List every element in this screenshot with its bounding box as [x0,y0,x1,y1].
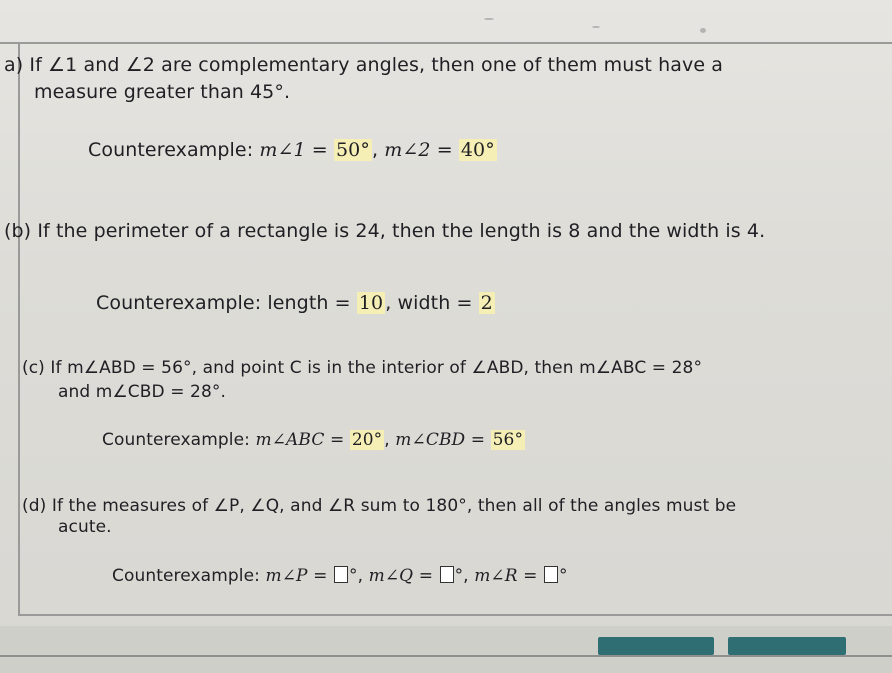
question-a-line1: a) If ∠1 and ∠2 are complementary angles, then one of them must have a [4,54,724,76]
separator: , [385,292,392,314]
counterexample-d [112,566,568,586]
separator: , [384,430,390,450]
teal-button[interactable] [598,637,714,655]
degree-symbol: ° [348,566,358,586]
cbd-expression: m∠CBD = [395,430,486,450]
paper-smudge [484,18,494,20]
question-c-line1: (c) If m∠ABD = 56°, and point C is in the interior of ∠ABD, then m∠ABC = 28° [22,358,703,378]
length-answer[interactable]: 10 [358,292,384,314]
counterexample-label: Counterexample: [112,566,260,586]
counterexample-label: Counterexample: [96,292,262,314]
teal-button[interactable] [728,637,846,655]
question-d-line2: acute. [58,517,112,537]
angle1-expression: m∠1 = [259,139,328,161]
separator: , [371,139,379,161]
angle-p-expression: m∠P = [265,566,328,586]
angle1-answer[interactable]: 50° [335,139,370,161]
separator: , [463,566,469,586]
angle2-expression: m∠2 = [384,139,453,161]
question-c-line2: and m∠CBD = 28°. [58,382,226,402]
question-a-line2: measure greater than 45°. [34,81,291,103]
bottom-divider [0,655,892,657]
width-answer[interactable]: 2 [480,292,493,314]
abc-answer[interactable]: 20° [351,430,383,450]
counterexample-c [102,430,525,450]
angle-r-expression: m∠R = [474,566,538,586]
counterexample-label: Counterexample: [88,139,254,161]
paper-smudge [592,26,600,28]
abc-expression: m∠ABC = [255,430,345,450]
cbd-answer[interactable]: 56° [492,430,524,450]
problem-frame [18,44,892,616]
angle-p-input[interactable] [334,566,348,583]
width-expression: width = [397,292,473,314]
angle-q-expression: m∠Q = [368,566,434,586]
question-b-line1: (b) If the perimeter of a rectangle is 24, then the length is 8 and the width is 4. [4,220,766,242]
counterexample-a [88,139,497,161]
angle2-answer[interactable]: 40° [460,139,495,161]
degree-symbol: ° [454,566,464,586]
length-expression: length = [267,292,351,314]
degree-symbol: ° [559,566,568,586]
angle-q-input[interactable] [440,566,454,583]
counterexample-b [96,292,495,314]
question-d-line1: (d) If the measures of ∠P, ∠Q, and ∠R sum to 180°, then all of the angles must be [22,496,737,516]
paper-smudge [700,28,706,33]
counterexample-label: Counterexample: [102,430,250,450]
angle-r-input[interactable] [544,566,558,583]
separator: , [357,566,364,586]
